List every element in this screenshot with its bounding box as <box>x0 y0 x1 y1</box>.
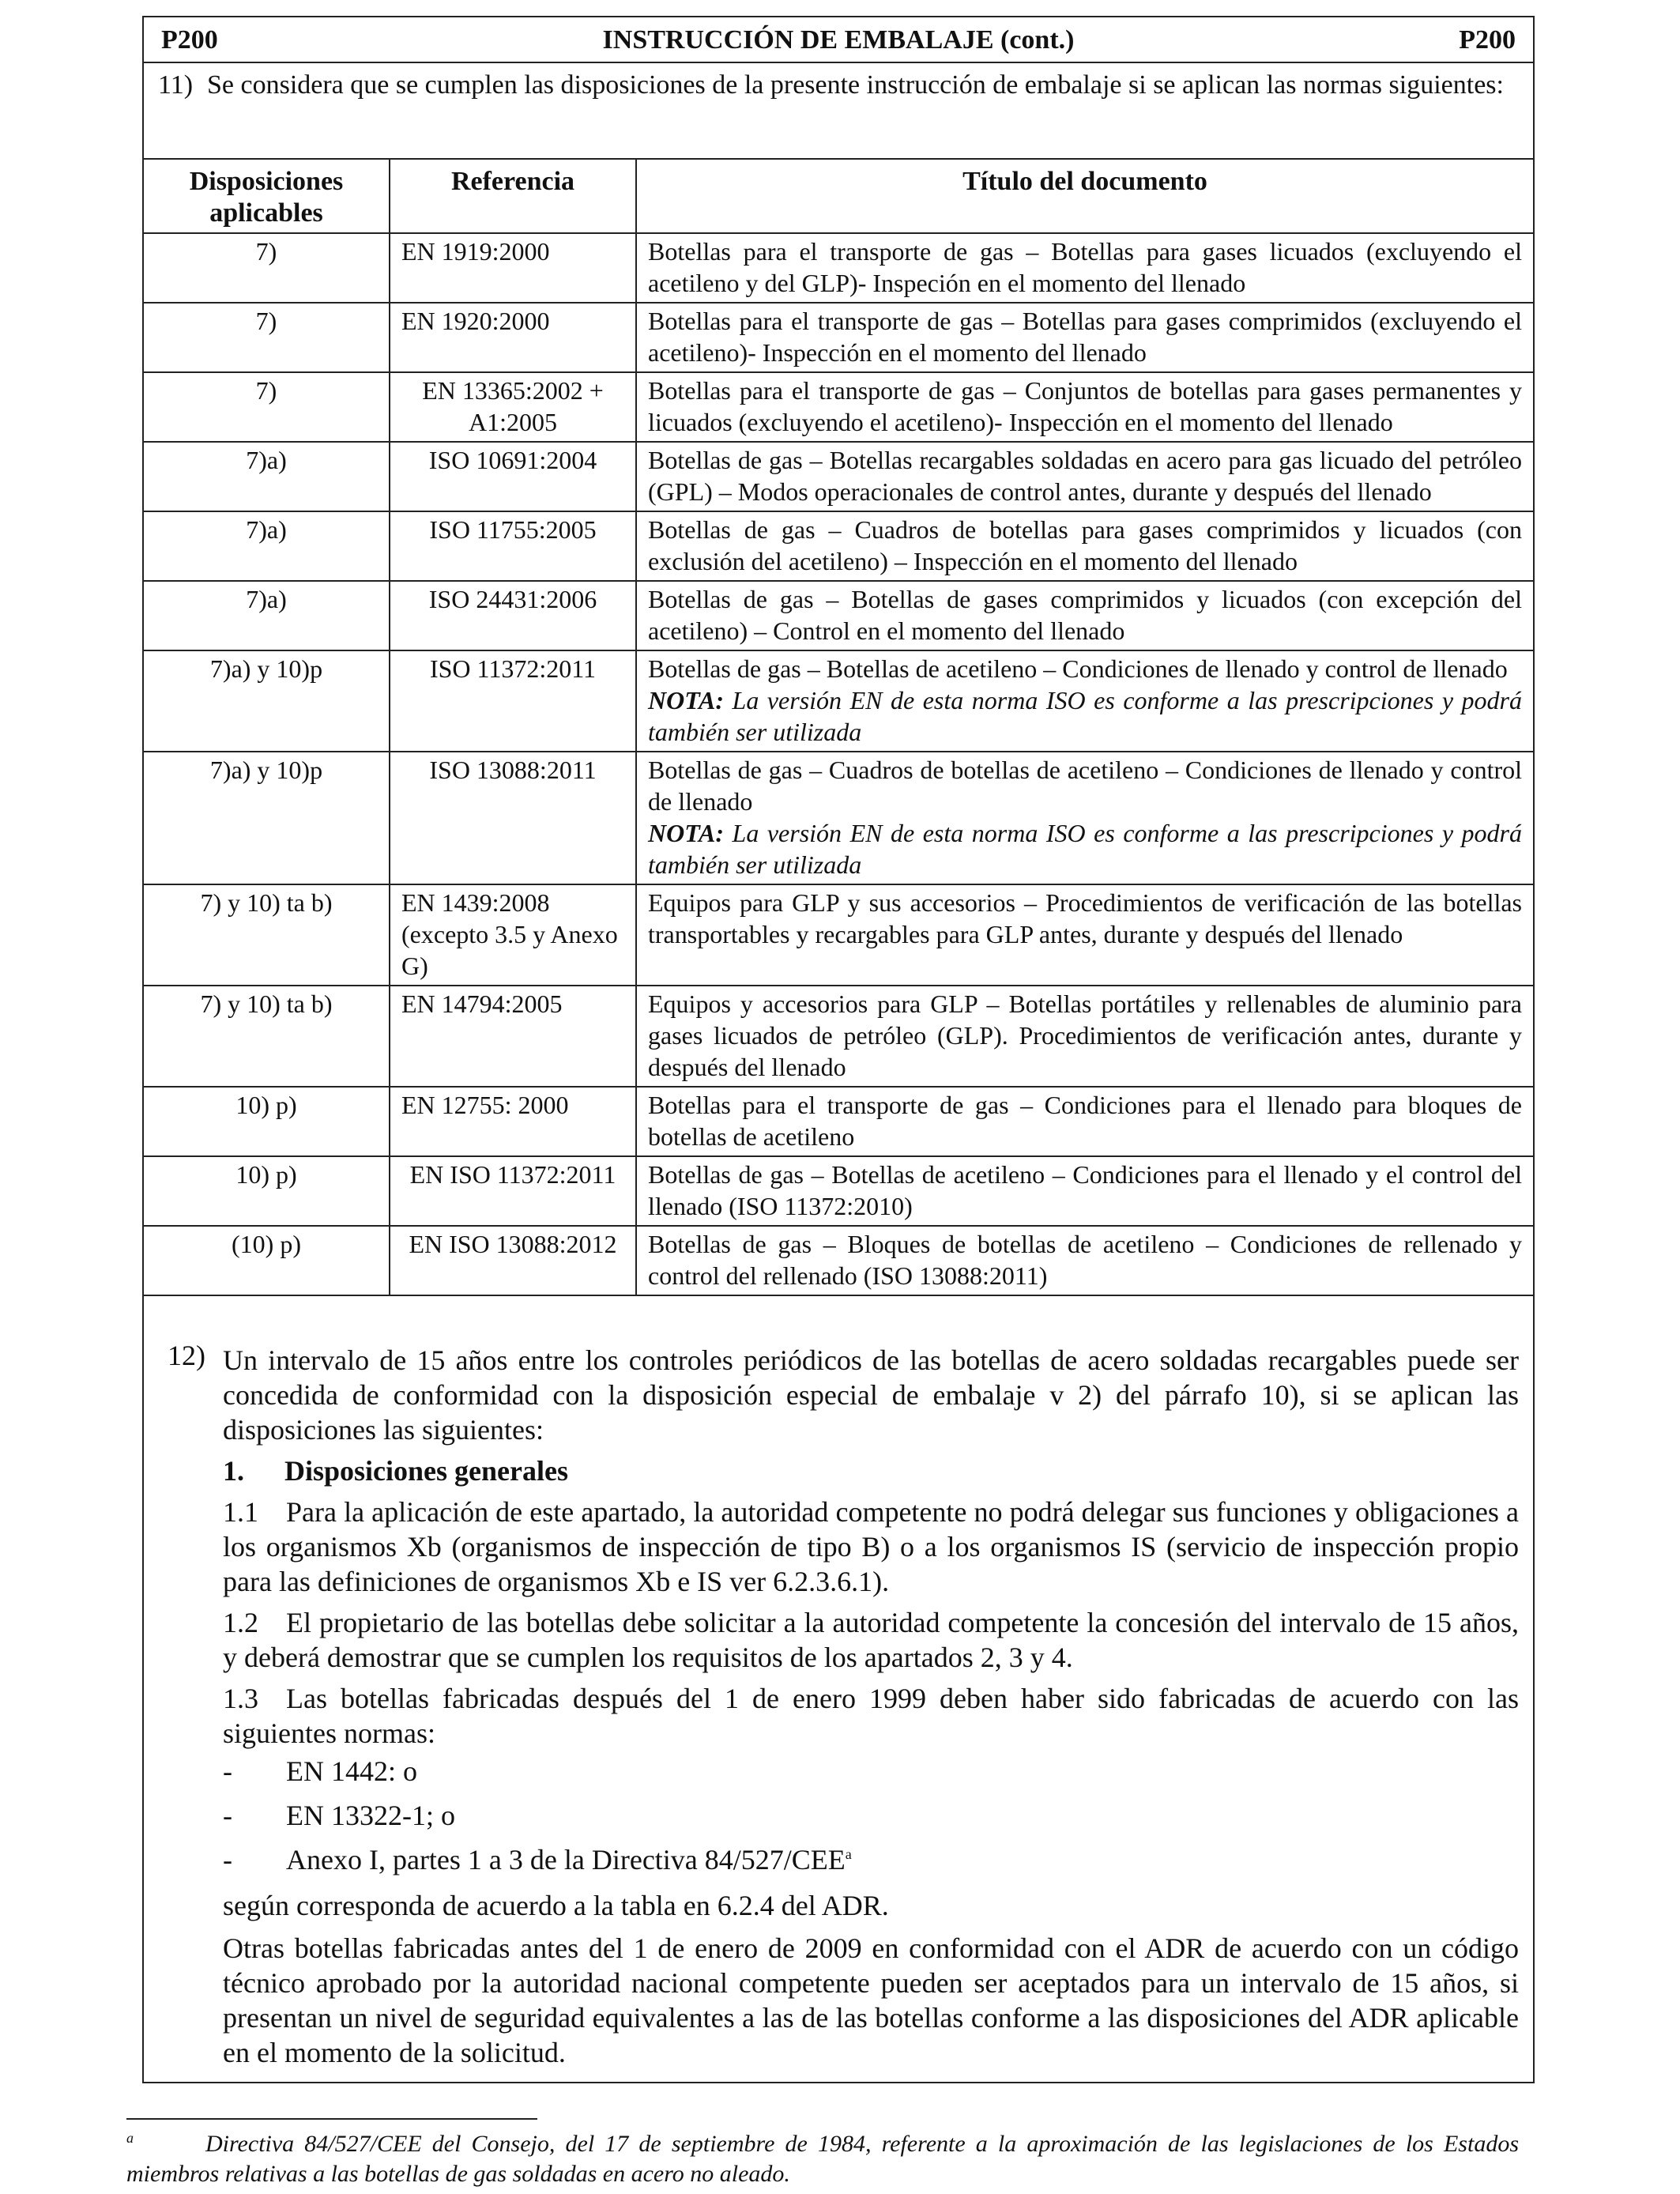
table-row <box>144 1087 1533 1156</box>
note-label: NOTA: <box>648 819 724 847</box>
table-row <box>144 752 1533 884</box>
document-title-cell <box>636 884 1533 986</box>
subsection-1-3 <box>223 1681 1519 1751</box>
paragraph-text: Se considera que se cumplen las disposiciones de la presente instrucción de embalaje si se aplican las normas siguientes: <box>207 70 1504 100</box>
footnote-separator <box>126 2118 537 2120</box>
subsection-number: 1.3 <box>223 1683 258 1714</box>
document-title-cell <box>636 511 1533 581</box>
packing-instruction-box <box>142 16 1535 2083</box>
document-title: Botellas para el transporte de gas – Condiciones para el llenado para bloques de botellas de acetileno <box>648 1091 1522 1151</box>
table-row <box>144 233 1533 303</box>
column-header-reference: Referencia <box>390 160 636 233</box>
note-label: NOTA: <box>648 686 724 714</box>
section-number: 1. <box>223 1455 244 1487</box>
subsection-1-1 <box>223 1495 1519 1599</box>
list-item-text: EN 1442: o <box>286 1755 417 1787</box>
reference-cell: EN 1920:2000 <box>390 303 636 372</box>
reference-cell: EN 1439:2008 (excepto 3.5 y Anexo G) <box>390 884 636 986</box>
paragraph-12 <box>144 1332 1533 2070</box>
document-title-cell <box>636 1156 1533 1226</box>
reference-cell: EN 14794:2005 <box>390 986 636 1087</box>
list-item <box>223 1842 1519 1883</box>
provisions-cell: 7) <box>144 303 390 372</box>
document-title-cell <box>636 1087 1533 1156</box>
note-text: La versión EN de esta norma ISO es conforme a las prescripciones y podrá también ser utilizada <box>648 819 1523 879</box>
subsection-number: 1.1 <box>223 1496 258 1528</box>
list-item-label: Anexo I, partes 1 a 3 de la Directiva 84/527/CEE <box>286 1844 846 1875</box>
column-header-document-title: Título del documento <box>636 160 1533 233</box>
reference-cell: ISO 13088:2011 <box>390 752 636 884</box>
instruction-code-right: P200 <box>1459 25 1516 55</box>
provisions-cell: 7) y 10) ta b) <box>144 986 390 1087</box>
table-row <box>144 511 1533 581</box>
instruction-code-left: P200 <box>161 25 218 55</box>
standards-table <box>144 160 1533 1296</box>
instruction-title: INSTRUCCIÓN DE EMBALAJE (cont.) <box>602 25 1075 55</box>
document-title: Botellas para el transporte de gas – Botellas para gases licuados (excluyendo el acetileno y del GLP)- Inspeción en el momento del llenado <box>648 237 1522 297</box>
table-row <box>144 884 1533 986</box>
list-dash: - <box>223 1844 232 1875</box>
section-heading-text: Disposiciones generales <box>284 1455 568 1487</box>
document-title: Botellas de gas – Cuadros de botellas de acetileno – Condiciones de llenado y control de llenado <box>648 756 1522 816</box>
paragraph-11 <box>144 63 1533 160</box>
paragraph-number: 12) <box>168 1340 205 1371</box>
note-text: La versión EN de esta norma ISO es conforme a las prescripciones y podrá también ser utilizada <box>648 686 1523 746</box>
document-title-cell <box>636 372 1533 442</box>
subsection-text: Para la aplicación de este apartado, la autoridad competente no podrá delegar sus funciones y obligaciones a los organismos Xb (organismos de inspección de tipo B) o a los organismos IS (servicio de inspección propio para las definiciones de organismos Xb e IS ver 6.2.3.6.1). <box>223 1496 1519 1597</box>
section-heading <box>223 1453 1519 1488</box>
provisions-cell: (10) p) <box>144 1226 390 1295</box>
document-title-cell <box>636 233 1533 303</box>
document-title: Equipos para GLP y sus accesorios – Procedimientos de verificación de las botellas transportables y recargables para GLP antes, durante y después del llenado <box>648 888 1522 948</box>
table-row <box>144 581 1533 650</box>
column-header-provisions: Disposiciones aplicables <box>144 160 390 233</box>
subsection-text: Las botellas fabricadas después del 1 de enero 1999 deben haber sido fabricadas de acuerdo con las siguientes normas: <box>223 1683 1519 1749</box>
table-row <box>144 372 1533 442</box>
document-title-cell <box>636 650 1533 752</box>
document-title-cell <box>636 752 1533 884</box>
document-title-cell <box>636 303 1533 372</box>
reference-cell: EN 12755: 2000 <box>390 1087 636 1156</box>
reference-cell: EN 13365:2002 + A1:2005 <box>390 372 636 442</box>
table-row <box>144 442 1533 511</box>
list-item <box>223 1798 1519 1839</box>
paragraph-after-list: según corresponda de acuerdo a la tabla en 6.2.4 del ADR. <box>223 1890 889 1921</box>
document-title: Botellas de gas – Cuadros de botellas para gases comprimidos y licuados (con exclusión del acetileno) – Inspección en el momento del llenado <box>648 515 1522 575</box>
subsection-number: 1.2 <box>223 1607 258 1638</box>
paragraph-number: 11) <box>158 70 194 100</box>
provisions-cell: 7)a) <box>144 581 390 650</box>
reference-cell: EN ISO 11372:2011 <box>390 1156 636 1226</box>
list-item-text <box>286 1842 852 1877</box>
footnote-text: Directiva 84/527/CEE del Consejo, del 17 de septiembre de 1984, referente a la aproximación de las legislaciones de los Estados miembros relativas a las botellas de gas soldadas en acero no aleado. <box>126 2131 1519 2187</box>
subsection-1-2 <box>223 1605 1519 1675</box>
provisions-cell: 7)a) <box>144 442 390 511</box>
reference-cell: ISO 11755:2005 <box>390 511 636 581</box>
paragraph-final: Otras botellas fabricadas antes del 1 de enero de 2009 en conformidad con el ADR de acuerdo con un código técnico aprobado por la autoridad nacional competente pueden ser aceptados para un intervalo de 15 años, si presentan un nivel de seguridad equivalentes a las de las botellas conforme a las disposiciones del ADR aplicable en el momento de la solicitud. <box>223 1932 1519 2068</box>
provisions-cell: 7) y 10) ta b) <box>144 884 390 986</box>
table-note <box>648 684 1522 748</box>
document-title-cell <box>636 1226 1533 1295</box>
list-dash: - <box>223 1755 232 1787</box>
document-title: Botellas de gas – Botellas recargables soldadas en acero para gas licuado del petróleo (GPL) – Modos operacionales de control antes, durante y después del llenado <box>648 446 1522 506</box>
list-dash: - <box>223 1800 232 1831</box>
footnote-reference: a <box>845 1846 852 1862</box>
table-row <box>144 1156 1533 1226</box>
reference-cell: EN ISO 13088:2012 <box>390 1226 636 1295</box>
reference-cell: EN 1919:2000 <box>390 233 636 303</box>
document-title: Botellas de gas – Bloques de botellas de acetileno – Condiciones de rellenado y control del rellenado (ISO 13088:2011) <box>648 1230 1522 1290</box>
document-title: Botellas para el transporte de gas – Conjuntos de botellas para gases permanentes y licuados (excluyendo el acetileno)- Inspección en el momento del llenado <box>648 376 1522 436</box>
document-title-cell <box>636 581 1533 650</box>
document-title: Botellas de gas – Botellas de acetileno – Condiciones de llenado y control de llenado <box>648 654 1508 683</box>
table-row <box>144 1226 1533 1295</box>
instruction-header <box>144 17 1533 63</box>
document-title: Equipos y accesorios para GLP – Botellas portátiles y rellenables de aluminio para gases licuados de petróleo (GLP). Procedimientos de verificación antes, durante y después del llenado <box>648 990 1522 1081</box>
document-title: Botellas de gas – Botellas de acetileno – Condiciones para el llenado y el control del llenado (ISO 11372:2010) <box>648 1160 1522 1220</box>
document-title: Botellas de gas – Botellas de gases comprimidos y licuados (con excepción del acetileno) – Control en el momento del llenado <box>648 585 1522 645</box>
provisions-cell: 10) p) <box>144 1156 390 1226</box>
footnote-mark: a <box>126 2130 134 2146</box>
reference-cell: ISO 24431:2006 <box>390 581 636 650</box>
provisions-cell: 10) p) <box>144 1087 390 1156</box>
provisions-cell: 7)a) <box>144 511 390 581</box>
provisions-cell: 7)a) y 10)p <box>144 650 390 752</box>
table-header-row <box>144 160 1533 233</box>
list-item <box>223 1754 1519 1795</box>
provisions-cell: 7) <box>144 372 390 442</box>
subsection-text: El propietario de las botellas debe solicitar a la autoridad competente la concesión del intervalo de 15 años, y deberá demostrar que se cumplen los requisitos de los apartados 2, 3 y 4. <box>223 1607 1519 1673</box>
paragraph-12-body <box>223 1343 1519 2070</box>
footnote <box>126 2129 1519 2189</box>
table-row <box>144 986 1533 1087</box>
table-row <box>144 650 1533 752</box>
document-title-cell <box>636 986 1533 1087</box>
reference-cell: ISO 11372:2011 <box>390 650 636 752</box>
paragraph-intro: Un intervalo de 15 años entre los controles periódicos de las botellas de acero soldadas recargables puede ser concedida de conformidad con la disposición especial de embalaje v 2) del párrafo 10), si se aplican las disposiciones las siguientes: <box>223 1344 1519 1446</box>
table-row <box>144 303 1533 372</box>
document-title: Botellas para el transporte de gas – Botellas para gases comprimidos (excluyendo el acetileno)- Inspección en el momento del llenado <box>648 307 1522 367</box>
provisions-cell: 7) <box>144 233 390 303</box>
reference-cell: ISO 10691:2004 <box>390 442 636 511</box>
list-item-text: EN 13322-1; o <box>286 1800 455 1831</box>
document-title-cell <box>636 442 1533 511</box>
provisions-cell: 7)a) y 10)p <box>144 752 390 884</box>
table-note <box>648 817 1522 880</box>
